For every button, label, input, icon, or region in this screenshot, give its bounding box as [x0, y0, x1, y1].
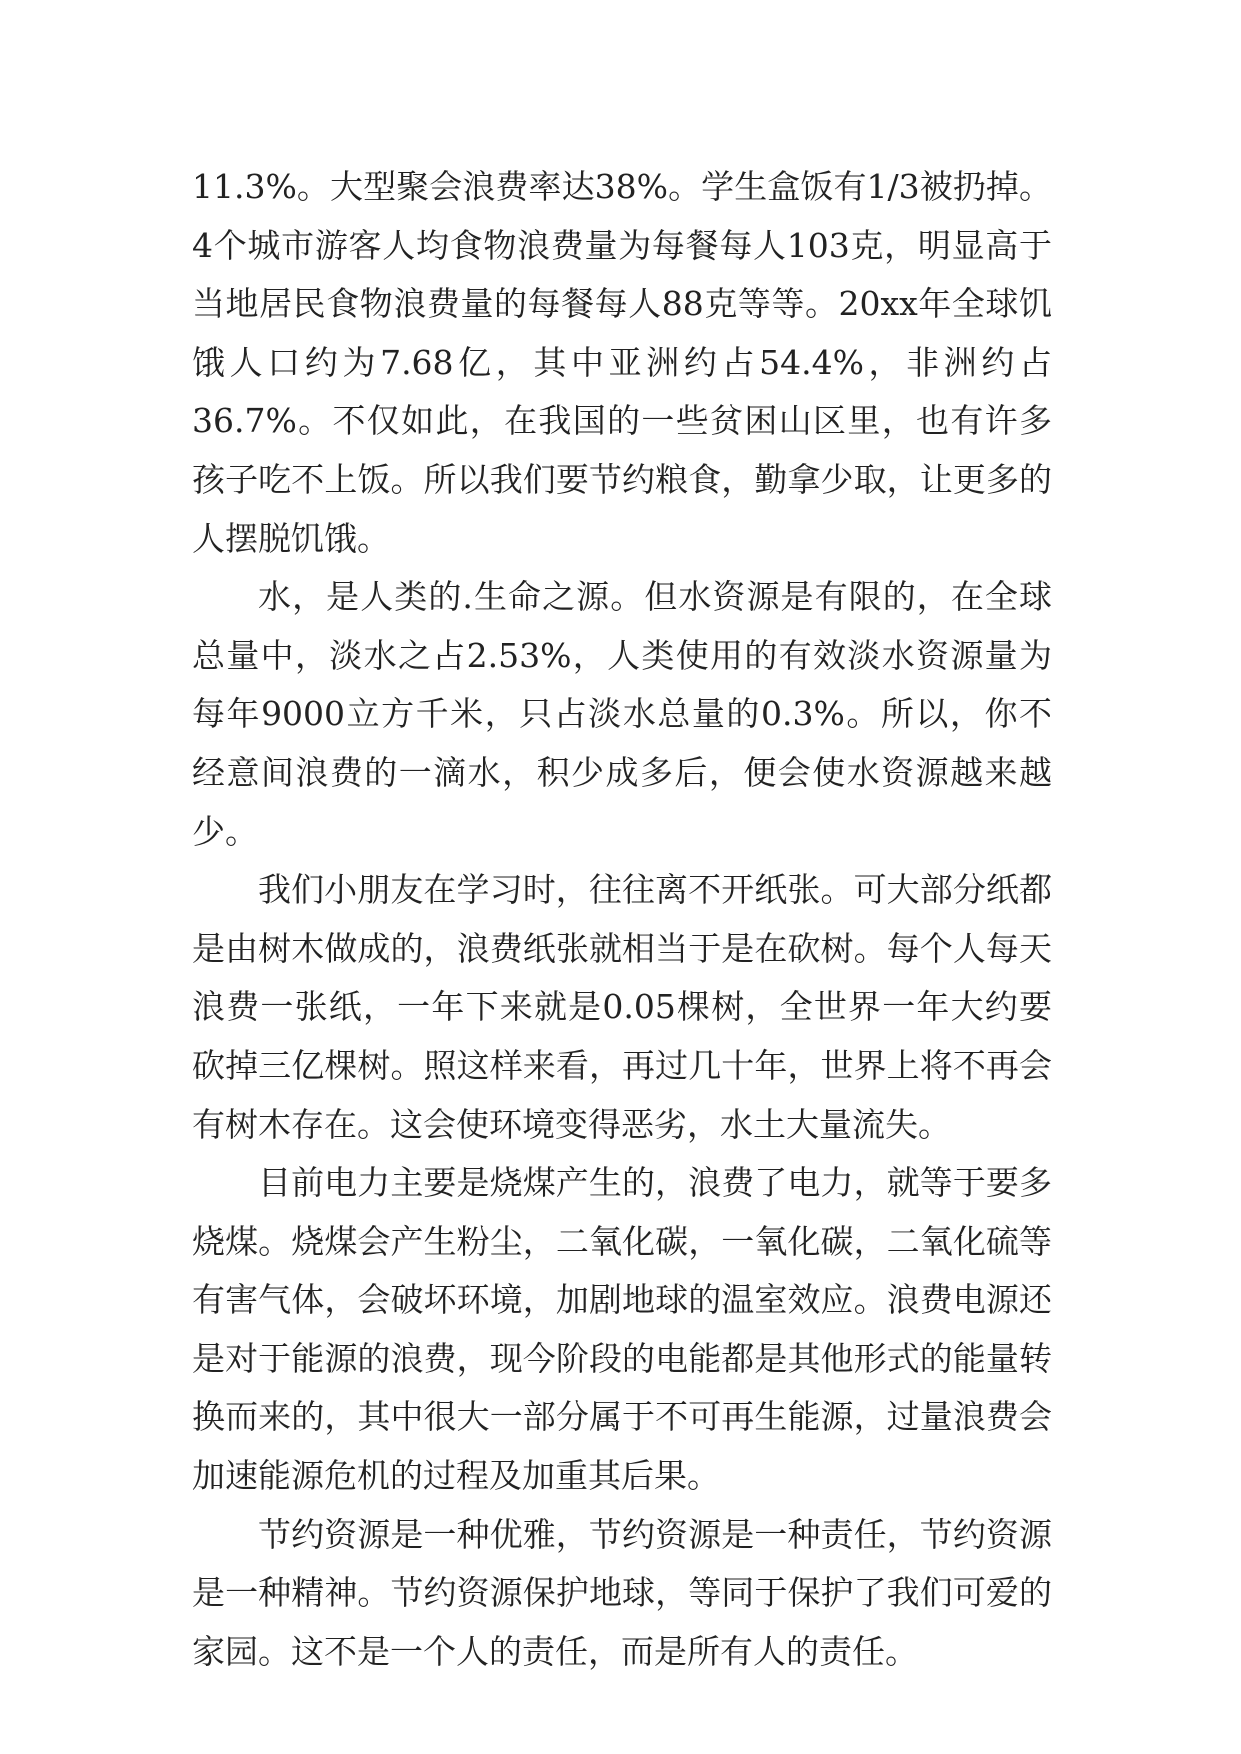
paragraph-paper: 我们小朋友在学习时，往往离不开纸张。可大部分纸都是由树木做成的，浪费纸张就相当于是在砍树。每个人每天浪费一张纸，一年下来就是0.05棵树，全世界一年大约要砍掉三亿棵树。照这样来看，再过几十年，世界上将不再会有树木存在。这会使环境变得恶劣，水土大量流失。: [192, 870, 1052, 1144]
paragraph-water: 水，是人类的.生命之源。但水资源是有限的，在全球总量中，淡水之占2.53%，人类使用的有效淡水资源量为每年9000立方千米，只占淡水总量的0.3%。所以，你不经意间浪费的一滴水，积少成多后，便会使水资源越来越少。: [192, 577, 1052, 851]
document-body: [192, 158, 1052, 1681]
paragraph-electricity: 目前电力主要是烧煤产生的，浪费了电力，就等于要多烧煤。烧煤会产生粉尘，二氧化碳，一氧化碳，二氧化硫等有害气体，会破坏环境，加剧地球的温室效应。浪费电源还是对于能源的浪费，现今阶段的电能都是其他形式的能量转换而来的，其中很大一部分属于不可再生能源，过量浪费会加速能源危机的过程及加重其后果。: [192, 1163, 1052, 1496]
paragraph-conclusion: 节约资源是一种优雅，节约资源是一种责任，节约资源是一种精神。节约资源保护地球，等同于保护了我们可爱的家园。这不是一个人的责任，而是所有人的责任。: [192, 1514, 1052, 1671]
paragraph-food-waste: 11.3%。大型聚会浪费率达38%。学生盒饭有1/3被扔掉。4个城市游客人均食物浪费量为每餐每人103克，明显高于当地居民食物浪费量的每餐每人88克等等。20xx年全球饥饿人口约为7.68亿，其中亚洲约占54.4%，非洲约占36.7%。不仅如此，在我国的一些贫困山区里，也有许多孩子吃不上饭。所以我们要节约粮食，勤拿少取，让更多的人摆脱饥饿。: [192, 167, 1052, 558]
